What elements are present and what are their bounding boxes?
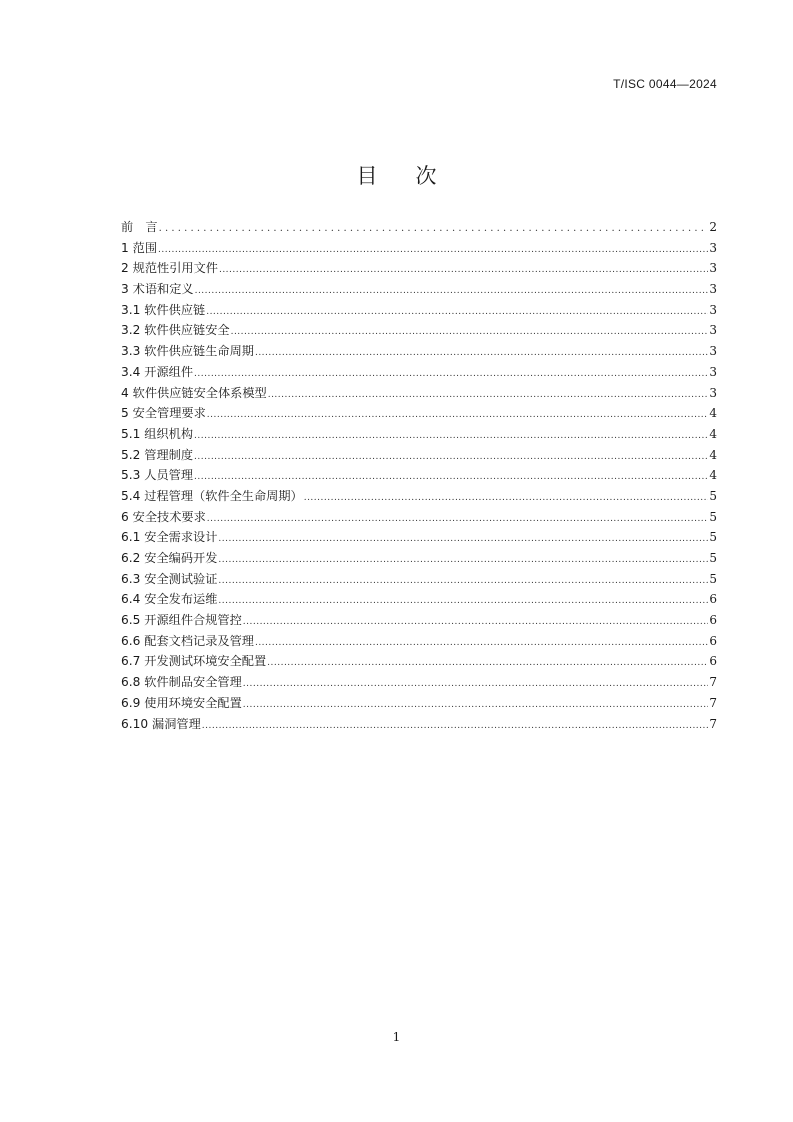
toc-entry-page: 5 xyxy=(709,530,717,545)
toc-entry-label: 6.9 使用环境安全配置 xyxy=(121,695,242,710)
toc-entry-page: 4 xyxy=(709,468,717,483)
toc-entry[interactable] xyxy=(121,673,717,694)
toc-entry-label: 6.5 开源组件合规管控 xyxy=(121,613,242,628)
toc-entry-page: 3 xyxy=(709,364,717,379)
toc-leader-dots xyxy=(195,286,709,296)
toc-entry-label: 3.3 软件供应链生命周期 xyxy=(121,344,254,359)
toc-entry-label: 6.1 安全需求设计 xyxy=(121,530,218,545)
toc-entry-label: 5.2 管理制度 xyxy=(121,447,194,462)
toc-entry[interactable] xyxy=(121,446,717,467)
toc-entry-page: 6 xyxy=(709,613,717,628)
toc-leader-dots xyxy=(194,369,708,379)
toc-entry-page: 4 xyxy=(709,406,717,421)
toc-leader-dots xyxy=(159,223,709,234)
toc-entry-page: 4 xyxy=(709,447,717,462)
toc-entry[interactable] xyxy=(121,239,717,260)
toc-entry-page: 3 xyxy=(709,302,717,317)
document-code: T/ISC 0044—2024 xyxy=(613,77,717,91)
toc-entry-label: 6 安全技术要求 xyxy=(121,509,206,524)
toc-entry[interactable] xyxy=(121,590,717,611)
toc-leader-dots xyxy=(218,555,708,565)
toc-leader-dots xyxy=(255,638,708,648)
toc-entry[interactable] xyxy=(121,652,717,673)
toc-entry-label: 6.2 安全编码开发 xyxy=(121,551,218,565)
toc-entry[interactable] xyxy=(121,466,717,487)
toc-entry-label: 6.7 开发测试环境安全配置 xyxy=(121,654,267,669)
toc-title-char-1: 目 xyxy=(356,164,378,188)
toc-entry[interactable] xyxy=(121,404,717,425)
toc-entry[interactable] xyxy=(121,487,717,508)
toc-leader-dots xyxy=(194,431,708,441)
toc-entry-page: 3 xyxy=(709,344,717,359)
toc-entry-page: 6 xyxy=(709,654,717,669)
toc-entry-label: 2 规范性引用文件 xyxy=(121,261,218,276)
toc-leader-dots xyxy=(219,265,708,275)
toc-entry-label: 5.1 组织机构 xyxy=(121,426,194,441)
toc-entry-page: 7 xyxy=(709,675,717,690)
toc-entry-page: 6 xyxy=(709,592,717,607)
toc-entry[interactable] xyxy=(121,342,717,363)
toc-entry-label: 3 术语和定义 xyxy=(121,282,194,297)
toc-leader-dots xyxy=(243,679,709,689)
toc-title-char-2: 次 xyxy=(415,164,437,188)
toc-entry-page: 4 xyxy=(709,426,717,441)
toc-entry[interactable] xyxy=(121,508,717,529)
toc-entry-page: 7 xyxy=(709,716,717,731)
toc-entry[interactable] xyxy=(121,611,717,632)
toc-entry-label: 3.4 开源组件 xyxy=(121,364,194,379)
toc-entry-page: 3 xyxy=(709,323,717,338)
page-number: 1 xyxy=(392,1030,401,1044)
toc-leader-dots xyxy=(268,390,709,400)
toc-entry-page: 5 xyxy=(709,488,717,503)
toc-entry-page: 2 xyxy=(709,220,717,234)
toc-entry-page: 3 xyxy=(709,261,717,276)
toc-entry-label: 6.8 软件制品安全管理 xyxy=(121,675,242,690)
toc-leader-dots xyxy=(202,721,709,731)
toc-leader-dots xyxy=(218,596,708,606)
toc-leader-dots xyxy=(231,327,709,337)
toc-leader-dots xyxy=(243,700,709,710)
toc-entry-label: 6.4 安全发布运维 xyxy=(121,592,218,607)
toc-entry[interactable] xyxy=(121,363,717,384)
toc-entry-label: 6.3 安全测试验证 xyxy=(121,571,218,586)
toc-entry[interactable] xyxy=(121,570,717,591)
toc-title xyxy=(0,160,793,190)
toc-leader-dots xyxy=(194,452,708,462)
toc-leader-dots xyxy=(158,245,708,255)
toc-entry-label: 5.3 人员管理 xyxy=(121,468,194,483)
toc-entry[interactable] xyxy=(121,218,717,239)
toc-entry-page: 5 xyxy=(709,571,717,586)
toc-entry-label: 3.1 软件供应链 xyxy=(121,302,206,317)
toc-entry-label: 5 安全管理要求 xyxy=(121,406,206,421)
toc-entry-page: 3 xyxy=(709,240,717,255)
toc-entry-page: 6 xyxy=(709,633,717,648)
toc-entry[interactable] xyxy=(121,321,717,342)
toc-leader-dots xyxy=(207,514,709,524)
toc-leader-dots xyxy=(255,348,708,358)
toc-entry[interactable] xyxy=(121,259,717,280)
toc-leader-dots xyxy=(267,658,708,668)
table-of-contents xyxy=(121,218,717,735)
toc-entry[interactable] xyxy=(121,715,717,736)
toc-leader-dots xyxy=(218,534,708,544)
toc-leader-dots xyxy=(243,617,709,627)
toc-entry-label: 6.6 配套文档记录及管理 xyxy=(121,633,254,648)
toc-entry-page: 7 xyxy=(709,695,717,710)
toc-entry-label: 前 言 xyxy=(121,220,158,234)
toc-entry-label: 5.4 过程管理（软件全生命周期） xyxy=(121,488,303,503)
toc-entry-page: 5 xyxy=(709,509,717,524)
toc-entry-label: 4 软件供应链安全体系模型 xyxy=(121,385,267,400)
toc-entry-page: 3 xyxy=(709,385,717,400)
toc-entry[interactable] xyxy=(121,280,717,301)
toc-entry[interactable] xyxy=(121,301,717,322)
toc-entry-page: 3 xyxy=(709,282,717,297)
toc-entry[interactable] xyxy=(121,632,717,653)
toc-entry[interactable] xyxy=(121,425,717,446)
toc-entry-page: 5 xyxy=(709,551,717,565)
toc-entry[interactable] xyxy=(121,549,717,570)
toc-entry[interactable] xyxy=(121,528,717,549)
toc-entry-label: 6.10 漏洞管理 xyxy=(121,716,201,731)
toc-entry[interactable] xyxy=(121,384,717,405)
toc-leader-dots xyxy=(194,472,708,482)
toc-leader-dots xyxy=(207,410,709,420)
toc-leader-dots xyxy=(218,576,708,586)
toc-leader-dots xyxy=(206,307,708,317)
toc-entry-label: 3.2 软件供应链安全 xyxy=(121,323,230,338)
toc-entry[interactable] xyxy=(121,694,717,715)
toc-leader-dots xyxy=(304,493,709,503)
toc-entry-label: 1 范围 xyxy=(121,240,158,255)
